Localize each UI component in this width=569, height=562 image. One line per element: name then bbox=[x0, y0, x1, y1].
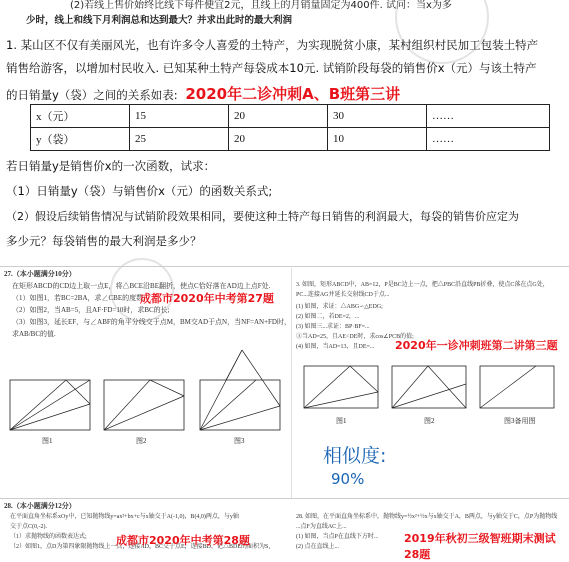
divider bbox=[0, 266, 569, 267]
table-cell: …… bbox=[427, 105, 550, 128]
figure-caption: 图3备用图 bbox=[504, 417, 536, 425]
prev-question-line2: 少时，线上和线下月利润总和达到最大？并求出此时的最大利润 bbox=[26, 15, 293, 26]
problem-text-3: 的日销量y（袋）之间的关系如表: bbox=[6, 88, 178, 102]
price-sales-table bbox=[30, 104, 550, 151]
problem-line: （1）求抛物线的函数表达式; bbox=[10, 534, 87, 540]
problem-line: PC...连接AG并延长交射线CD于点... bbox=[296, 292, 390, 298]
figure-caption: 图1 bbox=[336, 417, 347, 425]
source-label-27: 成都市2020年中考第27题 bbox=[140, 292, 274, 305]
table-cell: 15 bbox=[130, 105, 229, 128]
sub-question-2: （2）假设后续销售情况与试销阶段效果相同，要使这种土特产每日销售的利润最大，每袋的销售价应定为 bbox=[6, 210, 519, 223]
problem-line: (3) 如图三...求证：BP·BF=... bbox=[296, 324, 370, 330]
sub-question-2b: 多少元？每袋销售的最大利润是多少？ bbox=[6, 234, 202, 248]
source-label-3: 2020年一诊冲刺班第二讲第三题 bbox=[395, 339, 558, 352]
problem-line: (4) 如图，当AD=13，且DE=... bbox=[296, 344, 375, 350]
table-cell: x（元） bbox=[31, 105, 130, 128]
figure-1 bbox=[6, 376, 96, 436]
problem-line-4: 若日销量y是销售价x的一次函数，试求： bbox=[6, 159, 216, 173]
problem-line: (1) 如图，求证：△ABG∽△EDG; bbox=[296, 304, 383, 310]
problem-line: （1）如图1，若BC=2BA，求∠CBE的度数; bbox=[12, 294, 146, 302]
right-problem-28 bbox=[292, 500, 569, 559]
problem-line: （2）如图1，点D为第四象限抛物线上一点，连接AD，BC交于点E，连接BD，记△BDE的面积为S₁ bbox=[10, 544, 271, 550]
problem-line: ...点F为直线AC上... bbox=[296, 524, 347, 530]
problem-line: (2) 点在直线上... bbox=[296, 544, 339, 550]
divider bbox=[291, 268, 292, 498]
figure-caption: 图3 bbox=[234, 437, 245, 445]
figure-caption: 图1 bbox=[42, 437, 53, 445]
table-cell: …… bbox=[427, 128, 550, 151]
problem-line: (1) 如图，当点P在直线下方时... bbox=[296, 534, 379, 540]
similarity-value: 90% bbox=[331, 470, 365, 488]
left-problem-27 bbox=[0, 268, 292, 498]
prev-question-line: (2)若线上售价始终比线下每件便宜2元，且线上的月销量固定为400件. 试问：当x为多 bbox=[70, 0, 452, 11]
top-problem bbox=[0, 0, 569, 268]
problem-line: 交于点C(0,-2). bbox=[10, 524, 47, 530]
figure-1 bbox=[300, 362, 384, 414]
table-cell: 10 bbox=[328, 128, 427, 151]
figure-2 bbox=[388, 362, 472, 414]
table-row bbox=[31, 128, 550, 151]
table-cell: 20 bbox=[229, 105, 328, 128]
source-label-28b: 2019年秋初三级智班期末测试28题 bbox=[404, 532, 556, 561]
problem-heading: 27.（本小题满分10分） bbox=[4, 270, 76, 278]
right-problem-3 bbox=[292, 268, 569, 438]
left-problem-28 bbox=[0, 500, 292, 559]
problem-line: （3）如图3，延长EF，与∠ABF的角平分线交于点M，BM交AD于点N，当NF=AN+FD时， bbox=[12, 318, 291, 326]
question-number: 1. bbox=[6, 38, 17, 52]
problem-line: 28. 如图，在平面直角坐标系中，抛物线y=½x²+½x与x轴交于A，B两点，与y轴交于C，点P为抛物线 bbox=[296, 514, 558, 520]
table-cell: 25 bbox=[130, 128, 229, 151]
divider bbox=[0, 498, 569, 499]
problem-line: ③当AD=25，且AE<DE时，求cos∠PCB的值; bbox=[296, 334, 414, 340]
problem-line: 在矩形ABCD的CD边上取一点E，将△BCE沿BE翻折，使点C恰好落在AD边上点F处. bbox=[12, 282, 271, 290]
table-cell: 20 bbox=[229, 128, 328, 151]
problem-heading: 28.（本小题满分12分） bbox=[4, 502, 76, 510]
problem-line: 求AB/BC的值. bbox=[12, 330, 56, 338]
problem-text-1: 某山区不仅有美丽风光，也有许多令人喜爱的土特产，为实现脱贫小康，某村组织村民加工包装土特产 bbox=[20, 38, 539, 52]
table-row bbox=[31, 105, 550, 128]
table-cell: 30 bbox=[328, 105, 427, 128]
table-cell: y（袋） bbox=[31, 128, 130, 151]
figure-2 bbox=[100, 376, 190, 436]
figure-caption: 图2 bbox=[136, 437, 147, 445]
similarity-label: 相似度: bbox=[323, 445, 387, 467]
problem-line: （2）如图2，当AB=5，且AF·FD=10时，求BC的长; bbox=[12, 306, 170, 314]
problem-line-2: 销售给游客，以增加村民收入. 已知某种土特产每袋成本10元. 试销阶段每袋的销售价x（元）与该土特产 bbox=[6, 61, 537, 75]
figure-3 bbox=[196, 346, 288, 436]
banner-label-1: 2020年二诊冲刺A、B班第三讲 bbox=[185, 85, 401, 103]
problem-line-3 bbox=[6, 83, 400, 104]
problem-line: 3. 如图，矩形ABCD中，AB=12，P是BC边上一点，把△PBC沿直线PB折叠，使点C落在点G处， bbox=[296, 282, 549, 288]
figure-caption: 图2 bbox=[424, 417, 435, 425]
sub-question-1: （1）日销量y（袋）与销售价x（元）的函数关系式; bbox=[6, 184, 273, 198]
watermark-circle bbox=[395, 0, 489, 64]
problem-line: 在平面直角坐标系xOy中，已知抛物线y=ax²+bx+c与x轴交于A(-1,0)，B(4,0)两点，与y轴 bbox=[10, 514, 239, 520]
problem-line-1 bbox=[6, 37, 538, 53]
source-label-28: 成都市2020年中考第28题 bbox=[116, 534, 250, 547]
figure-3 bbox=[476, 362, 560, 414]
problem-line: (2) 如图二，若DE=2，... bbox=[296, 314, 360, 320]
